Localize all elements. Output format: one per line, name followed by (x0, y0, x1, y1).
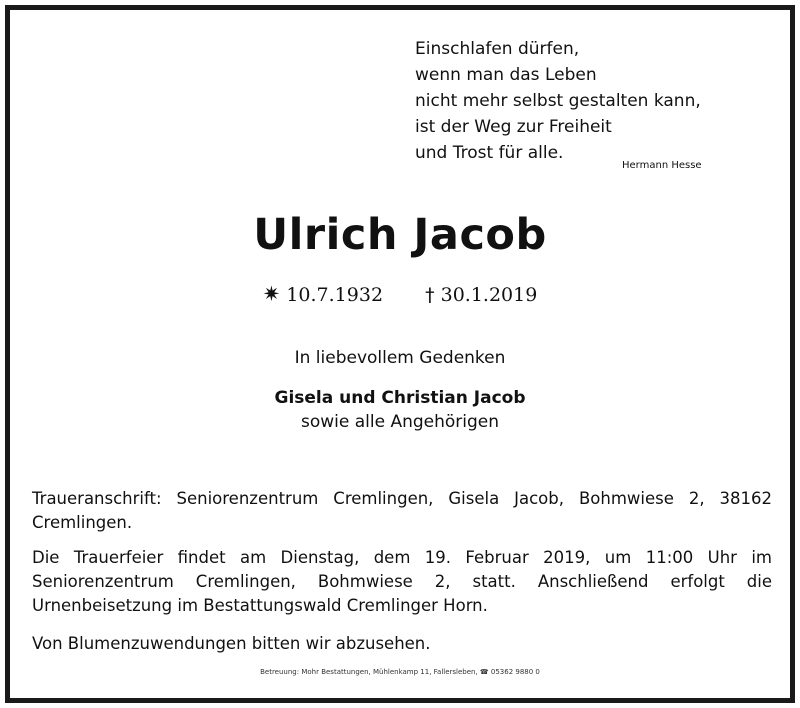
poem-line: wenn man das Leben (415, 65, 597, 85)
birth-date: 10.7.1932 (286, 284, 384, 306)
memory-phrase: In liebevollem Gedenken (294, 348, 506, 368)
death-date: 30.1.2019 (440, 284, 538, 306)
poem-line: nicht mehr selbst gestalten kann, (415, 91, 701, 111)
birth-star-icon: ✷ (262, 282, 281, 306)
mourning-address: Traueranschrift: Seniorenzentrum Cremlingen, Gisela Jacob, Bohmwiese 2, 38162 Cremlingen. (32, 489, 772, 532)
family-names: Gisela und Christian Jacob (274, 388, 526, 408)
flowers-note: Von Blumenzuwendungen bitten wir abzusehen. (32, 634, 431, 653)
poem (415, 36, 701, 166)
death-date-group (425, 284, 537, 306)
family-relatives: sowie alle Angehörigen (300, 412, 500, 432)
poem-line: Einschlafen dürfen, (415, 39, 580, 59)
funeral-ceremony-info: Die Trauerfeier findet am Dienstag, dem 19. Februar 2019, um 11:00 Uhr im Seniorenzentrum Cremlingen, Bohmwiese 2, statt. Anschließend erfolgt die Urnenbeisetzung im Bestattungswald Cremlinger Horn. (32, 548, 772, 615)
poem-line: und Trost für alle. (415, 143, 564, 163)
funeral-home-footer: Betreuung: Mohr Bestattungen, Mühlenkamp 11, Fallersleben, ☎ 05362 9880 0 (260, 668, 540, 676)
poem-author: Hermann Hesse (622, 160, 702, 171)
life-dates (10, 282, 790, 306)
death-cross-icon: † (425, 284, 435, 306)
obituary-notice (5, 5, 795, 703)
poem-line: ist der Weg zur Freiheit (415, 117, 612, 137)
deceased-name: Ulrich Jacob (253, 210, 547, 260)
birth-date-group (263, 282, 383, 306)
